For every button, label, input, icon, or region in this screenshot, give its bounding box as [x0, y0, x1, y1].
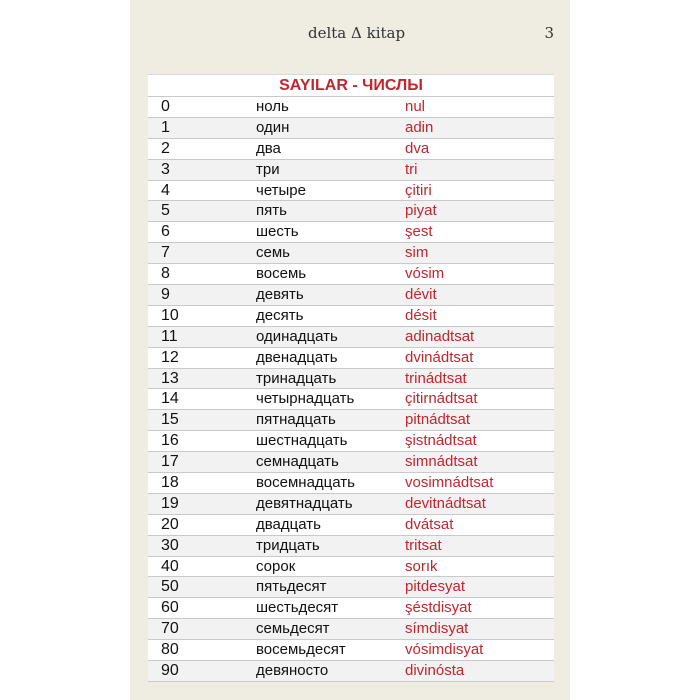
- number-cell: 70: [161, 620, 179, 638]
- transliteration-cell: nul: [405, 98, 426, 115]
- table-row: [148, 494, 554, 515]
- table-row: [148, 536, 554, 557]
- transliteration-cell: trinádtsat: [405, 369, 467, 387]
- transliteration-cell: désit: [405, 306, 437, 324]
- transliteration-cell: dévit: [405, 286, 437, 304]
- table-rows: [148, 97, 554, 682]
- number-cell: 15: [161, 411, 179, 429]
- number-cell: 7: [161, 244, 170, 262]
- transliteration-cell: divinósta: [405, 662, 465, 680]
- russian-word-cell: четырнадцать: [256, 390, 355, 408]
- number-cell: 13: [161, 369, 179, 387]
- table-row: [148, 348, 554, 369]
- table-row: [148, 306, 554, 327]
- number-cell: 90: [161, 662, 179, 680]
- transliteration-cell: pitnádtsat: [405, 411, 471, 429]
- transliteration-cell: dvinádtsat: [405, 348, 474, 366]
- russian-word-cell: пятнадцать: [256, 411, 336, 429]
- table-row: [148, 389, 554, 410]
- number-cell: 16: [161, 432, 179, 450]
- table-row: [148, 431, 554, 452]
- number-cell: 10: [161, 306, 179, 324]
- number-cell: 20: [161, 515, 179, 533]
- russian-word-cell: семь: [256, 244, 290, 262]
- table-row: [148, 452, 554, 473]
- table-row: [148, 473, 554, 494]
- number-cell: 30: [161, 536, 179, 554]
- number-cell: 18: [161, 474, 179, 492]
- transliteration-cell: çitiri: [405, 181, 432, 199]
- russian-word-cell: семнадцать: [256, 453, 339, 471]
- russian-word-cell: три: [256, 160, 280, 178]
- page-number: 3: [544, 24, 554, 42]
- number-cell: 11: [161, 327, 178, 345]
- table-row: [148, 160, 554, 181]
- russian-word-cell: восемнадцать: [256, 474, 355, 492]
- russian-word-cell: двенадцать: [256, 348, 338, 366]
- number-cell: 9: [161, 286, 170, 304]
- numbers-table: [148, 74, 554, 682]
- number-cell: 5: [161, 202, 170, 220]
- russian-word-cell: один: [256, 118, 290, 136]
- number-cell: 17: [161, 453, 179, 471]
- table-row: [148, 577, 554, 598]
- transliteration-cell: dva: [405, 139, 430, 157]
- number-cell: 40: [161, 557, 179, 575]
- number-cell: 50: [161, 578, 179, 596]
- russian-word-cell: тринадцать: [256, 369, 337, 387]
- book-title: delta Δ kitap: [308, 24, 406, 42]
- transliteration-cell: şéstdisyat: [405, 599, 472, 617]
- russian-word-cell: два: [256, 139, 281, 157]
- table-row: [148, 285, 554, 306]
- russian-word-cell: двадцать: [256, 515, 321, 533]
- number-cell: 3: [161, 160, 170, 178]
- number-cell: 14: [161, 390, 179, 408]
- table-row: [148, 222, 554, 243]
- table-row: [148, 661, 554, 682]
- russian-word-cell: ноль: [256, 98, 289, 115]
- transliteration-cell: şistnádtsat: [405, 432, 477, 450]
- table-row: [148, 243, 554, 264]
- russian-word-cell: девяносто: [256, 662, 329, 680]
- table-row: [148, 264, 554, 285]
- table-row: [148, 619, 554, 640]
- table-row: [148, 139, 554, 160]
- table-row: [148, 410, 554, 431]
- transliteration-cell: devitnádtsat: [405, 494, 486, 512]
- russian-word-cell: тридцать: [256, 536, 320, 554]
- table-title: SAYILAR - ЧИСЛЫ: [148, 75, 554, 97]
- transliteration-cell: símdisyat: [405, 620, 469, 638]
- number-cell: 8: [161, 265, 170, 283]
- number-cell: 6: [161, 223, 170, 241]
- number-cell: 2: [161, 139, 170, 157]
- transliteration-cell: şest: [405, 223, 433, 241]
- number-cell: 1: [161, 118, 170, 136]
- transliteration-cell: adin: [405, 118, 434, 136]
- table-row: [148, 557, 554, 578]
- russian-word-cell: четыре: [256, 181, 306, 199]
- russian-word-cell: семьдесят: [256, 620, 330, 638]
- table-row: [148, 201, 554, 222]
- number-cell: 60: [161, 599, 179, 617]
- number-cell: 0: [161, 98, 170, 115]
- table-row: [148, 97, 554, 118]
- russian-word-cell: девять: [256, 286, 304, 304]
- transliteration-cell: pitdesyat: [405, 578, 466, 596]
- book-page: [130, 0, 570, 700]
- russian-word-cell: восемьдесят: [256, 641, 346, 659]
- transliteration-cell: dvátsat: [405, 515, 454, 533]
- transliteration-cell: çitirnádtsat: [405, 390, 478, 408]
- transliteration-cell: vósimdisyat: [405, 641, 484, 659]
- table-row: [148, 640, 554, 661]
- number-cell: 19: [161, 494, 179, 512]
- table-row: [148, 598, 554, 619]
- russian-word-cell: одинадцать: [256, 327, 338, 345]
- transliteration-cell: sim: [405, 244, 429, 262]
- running-head: [130, 24, 570, 46]
- number-cell: 12: [161, 348, 179, 366]
- russian-word-cell: шестьдесят: [256, 599, 339, 617]
- transliteration-cell: vosimnádtsat: [405, 474, 494, 492]
- russian-word-cell: девятнадцать: [256, 494, 353, 512]
- transliteration-cell: vósim: [405, 265, 445, 283]
- russian-word-cell: десять: [256, 306, 304, 324]
- transliteration-cell: piyat: [405, 202, 437, 220]
- table-row: [148, 515, 554, 536]
- table-row: [148, 181, 554, 202]
- number-cell: 4: [161, 181, 170, 199]
- transliteration-cell: simnádtsat: [405, 453, 478, 471]
- table-row: [148, 118, 554, 139]
- russian-word-cell: шесть: [256, 223, 299, 241]
- russian-word-cell: пять: [256, 202, 287, 220]
- transliteration-cell: adinadtsat: [405, 327, 475, 345]
- transliteration-cell: sorık: [405, 557, 438, 575]
- transliteration-cell: tri: [405, 160, 418, 178]
- russian-word-cell: сорок: [256, 557, 296, 575]
- table-row: [148, 369, 554, 390]
- table-row: [148, 327, 554, 348]
- transliteration-cell: tritsat: [405, 536, 442, 554]
- russian-word-cell: шестнадцать: [256, 432, 348, 450]
- russian-word-cell: пятьдесят: [256, 578, 327, 596]
- russian-word-cell: восемь: [256, 265, 307, 283]
- number-cell: 80: [161, 641, 179, 659]
